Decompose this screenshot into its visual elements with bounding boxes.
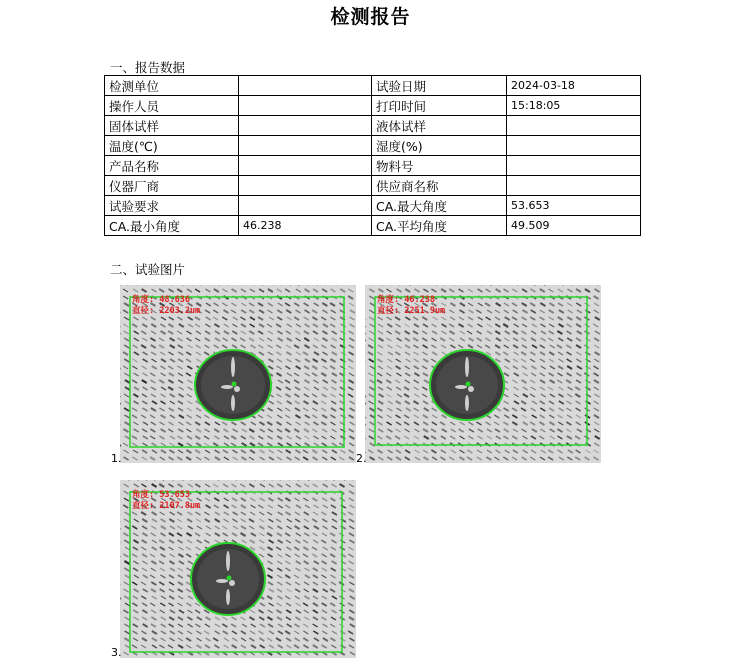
table-cell-label: 操作人员 — [105, 96, 239, 116]
table-cell-value: 53.653 — [507, 196, 641, 216]
table-cell-label: CA.最小角度 — [105, 216, 239, 236]
table-row — [105, 116, 641, 136]
table-row — [105, 176, 641, 196]
table-cell-value — [239, 156, 372, 176]
table-cell-value — [239, 136, 372, 156]
diameter-annotation-1: 直径: 2203.2um — [132, 306, 200, 317]
table-cell-value: 49.509 — [507, 216, 641, 236]
table-cell-label: 打印时间 — [372, 96, 507, 116]
angle-annotation-2: 角度: 46.238 — [377, 295, 435, 306]
table-row — [105, 76, 641, 96]
table-cell-value — [239, 176, 372, 196]
table-cell-value — [507, 116, 641, 136]
table-cell-label: 温度(℃) — [105, 136, 239, 156]
table-cell-value — [239, 196, 372, 216]
table-cell-label: 试验要求 — [105, 196, 239, 216]
test-image-index-2: 2. — [356, 452, 367, 465]
table-cell-label: 试验日期 — [372, 76, 507, 96]
report-data-table — [104, 75, 641, 236]
table-cell-value: 2024-03-18 — [507, 76, 641, 96]
table-cell-value — [239, 76, 372, 96]
table-cell-value — [507, 176, 641, 196]
table-cell-label: 检测单位 — [105, 76, 239, 96]
table-row — [105, 216, 641, 236]
diameter-annotation-2: 直径: 2251.9um — [377, 306, 445, 317]
table-cell-label: 液体试样 — [372, 116, 507, 136]
table-cell-label: CA.平均角度 — [372, 216, 507, 236]
table-row — [105, 136, 641, 156]
test-image-index-1: 1. — [111, 452, 122, 465]
table-row — [105, 156, 641, 176]
table-cell-label: CA.最大角度 — [372, 196, 507, 216]
section-heading-test-images: 二、试验图片 — [110, 260, 185, 278]
table-cell-value: 46.238 — [239, 216, 372, 236]
table-cell-value — [239, 96, 372, 116]
table-cell-value: 15:18:05 — [507, 96, 641, 116]
table-cell-label: 仪器厂商 — [105, 176, 239, 196]
table-cell-label: 供应商名称 — [372, 176, 507, 196]
table-cell-label: 湿度(%) — [372, 136, 507, 156]
diameter-annotation-3: 直径: 2107.8um — [132, 501, 200, 512]
table-cell-label: 物料号 — [372, 156, 507, 176]
angle-annotation-1: 角度: 48.636 — [132, 295, 190, 306]
test-image-index-3: 3. — [111, 646, 122, 659]
report-title: 检测报告 — [0, 2, 741, 29]
table-row — [105, 96, 641, 116]
table-cell-value — [239, 116, 372, 136]
section-heading-report-data: 一、报告数据 — [110, 58, 185, 76]
table-cell-label: 产品名称 — [105, 156, 239, 176]
table-row — [105, 196, 641, 216]
table-cell-value — [507, 156, 641, 176]
table-cell-value — [507, 136, 641, 156]
table-cell-label: 固体试样 — [105, 116, 239, 136]
angle-annotation-3: 角度: 53.653 — [132, 490, 190, 501]
